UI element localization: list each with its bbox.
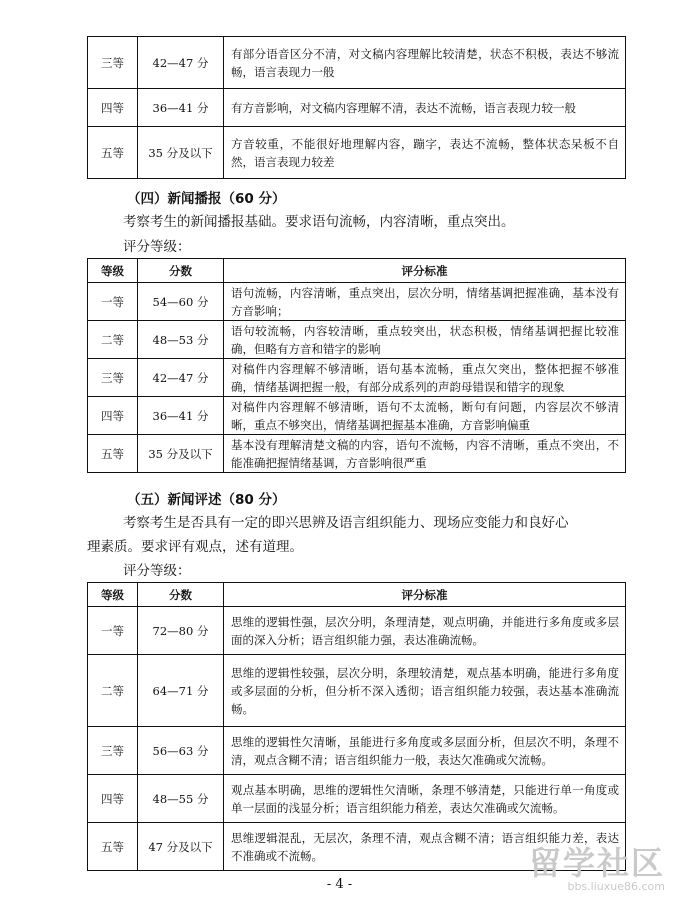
- levels-label: 评分等级：: [123, 563, 191, 579]
- criteria-cell: 语句较流畅，内容较清晰，重点较突出，状态积极，情绪基调把握比较准确，但略有方音和错字的影响: [224, 321, 626, 359]
- header-level: 等级: [88, 259, 138, 283]
- level-cell: 四等: [88, 775, 138, 823]
- criteria-cell: 思维的逻辑性欠清晰，虽能进行多角度或多层面分析，但层次不明，条理不清，观点含糊不清；语言组织能力一般，表达欠准确或欠流畅。: [224, 727, 626, 775]
- score-cell: 35 分及以下: [138, 435, 224, 473]
- table-row: [88, 127, 626, 179]
- section-title-news-broadcast: （四）新闻播报（60 分）: [127, 191, 286, 207]
- table-oral-reading-continued: [87, 36, 626, 179]
- table-row: [88, 775, 626, 823]
- level-cell: 二等: [88, 321, 138, 359]
- section-description: 考察考生的新闻播报基础。要求语句流畅，内容清晰，重点突出。: [123, 214, 515, 230]
- section-description-line2: 理素质。要求评有观点，述有道理。: [87, 539, 303, 555]
- header-score: 分数: [138, 259, 224, 283]
- level-cell: 三等: [88, 359, 138, 397]
- levels-label: 评分等级：: [123, 239, 191, 255]
- score-cell: 72—80 分: [138, 607, 224, 655]
- table-row: [88, 89, 626, 127]
- page-number: - 4 -: [326, 877, 353, 892]
- score-cell: 42—47 分: [138, 37, 224, 89]
- table-row: [88, 727, 626, 775]
- criteria-cell: 方音较重，不能很好地理解内容，蹦字，表达不流畅，整体状态呆板不自然，语言表现力较差: [224, 127, 626, 179]
- header-criteria: 评分标准: [224, 583, 626, 607]
- table-row: [88, 435, 626, 473]
- table-row: [88, 655, 626, 727]
- watermark-url: bbs.liuxue86.com: [567, 880, 665, 893]
- watermark-brand: 留学社区: [528, 844, 665, 882]
- table-news-broadcast: [87, 258, 626, 473]
- table-row: [88, 607, 626, 655]
- table-row: [88, 321, 626, 359]
- level-cell: 二等: [88, 655, 138, 727]
- score-cell: 42—47 分: [138, 359, 224, 397]
- table-row: [88, 397, 626, 435]
- level-cell: 一等: [88, 283, 138, 321]
- score-cell: 48—55 分: [138, 775, 224, 823]
- score-cell: 48—53 分: [138, 321, 224, 359]
- score-cell: 35 分及以下: [138, 127, 224, 179]
- table-row: [88, 283, 626, 321]
- score-cell: 64—71 分: [138, 655, 224, 727]
- header-criteria: 评分标准: [224, 259, 626, 283]
- criteria-cell: 语句流畅，内容清晰，重点突出，层次分明，情绪基调把握准确，基本没有方音影响；: [224, 283, 626, 321]
- level-cell: 一等: [88, 607, 138, 655]
- score-cell: 36—41 分: [138, 89, 224, 127]
- level-cell: 五等: [88, 127, 138, 179]
- criteria-cell: 对稿件内容理解不够清晰，语句基本流畅，重点欠突出，整体把握不够准确，情绪基调把握一般，有部分成系列的声韵母错误和错字的现象: [224, 359, 626, 397]
- score-cell: 54—60 分: [138, 283, 224, 321]
- table-header-row: [88, 583, 626, 607]
- level-cell: 三等: [88, 727, 138, 775]
- score-cell: 56—63 分: [138, 727, 224, 775]
- table-row: [88, 359, 626, 397]
- level-cell: 五等: [88, 823, 138, 871]
- section-description-line1: 考察考生是否具有一定的即兴思辨及语言组织能力、现场应变能力和良好心: [123, 515, 569, 531]
- criteria-cell: 思维的逻辑性较强，层次分明，条理较清楚，观点基本明确，能进行多角度或多层面的分析，但分析不深入透彻；语言组织能力较强，表达基本准确流畅。: [224, 655, 626, 727]
- header-score: 分数: [138, 583, 224, 607]
- section-title-news-commentary: （五）新闻评述（80 分）: [127, 492, 286, 508]
- level-cell: 五等: [88, 435, 138, 473]
- watermark-logo: [529, 838, 665, 893]
- score-cell: 36—41 分: [138, 397, 224, 435]
- criteria-cell: 观点基本明确，思维的逻辑性欠清晰，条理不够清楚，只能进行单一角度或单一层面的浅显分析；语言组织能力稍差，表达欠准确或欠流畅。: [224, 775, 626, 823]
- level-cell: 四等: [88, 397, 138, 435]
- criteria-cell: 思维的逻辑性强，层次分明，条理清楚，观点明确，并能进行多角度或多层面的深入分析；语言组织能力强，表达准确流畅。: [224, 607, 626, 655]
- criteria-cell: 基本没有理解清楚文稿的内容，语句不流畅，内容不清晰，重点不突出，不能准确把握情绪基调，方音影响很严重: [224, 435, 626, 473]
- table-news-commentary: [87, 582, 626, 871]
- criteria-cell: 有方音影响，对文稿内容理解不清，表达不流畅，语言表现力较一般: [224, 89, 626, 127]
- table-row: [88, 37, 626, 89]
- score-cell: 47 分及以下: [138, 823, 224, 871]
- criteria-cell: 对稿件内容理解不够清晰，语句不太流畅，断句有问题，内容层次不够清晰，重点不够突出，情绪基调把握基本准确，方音影响偏重: [224, 397, 626, 435]
- table-header-row: [88, 259, 626, 283]
- level-cell: 三等: [88, 37, 138, 89]
- level-cell: 四等: [88, 89, 138, 127]
- criteria-cell: 思维逻辑混乱，无层次，条理不清，观点含糊不清；语言组织能力差，表达不准确或不流畅。: [224, 823, 626, 871]
- header-level: 等级: [88, 583, 138, 607]
- criteria-cell: 有部分语音区分不清，对文稿内容理解比较清楚，状态不积极，表达不够流畅，语言表现力一般: [224, 37, 626, 89]
